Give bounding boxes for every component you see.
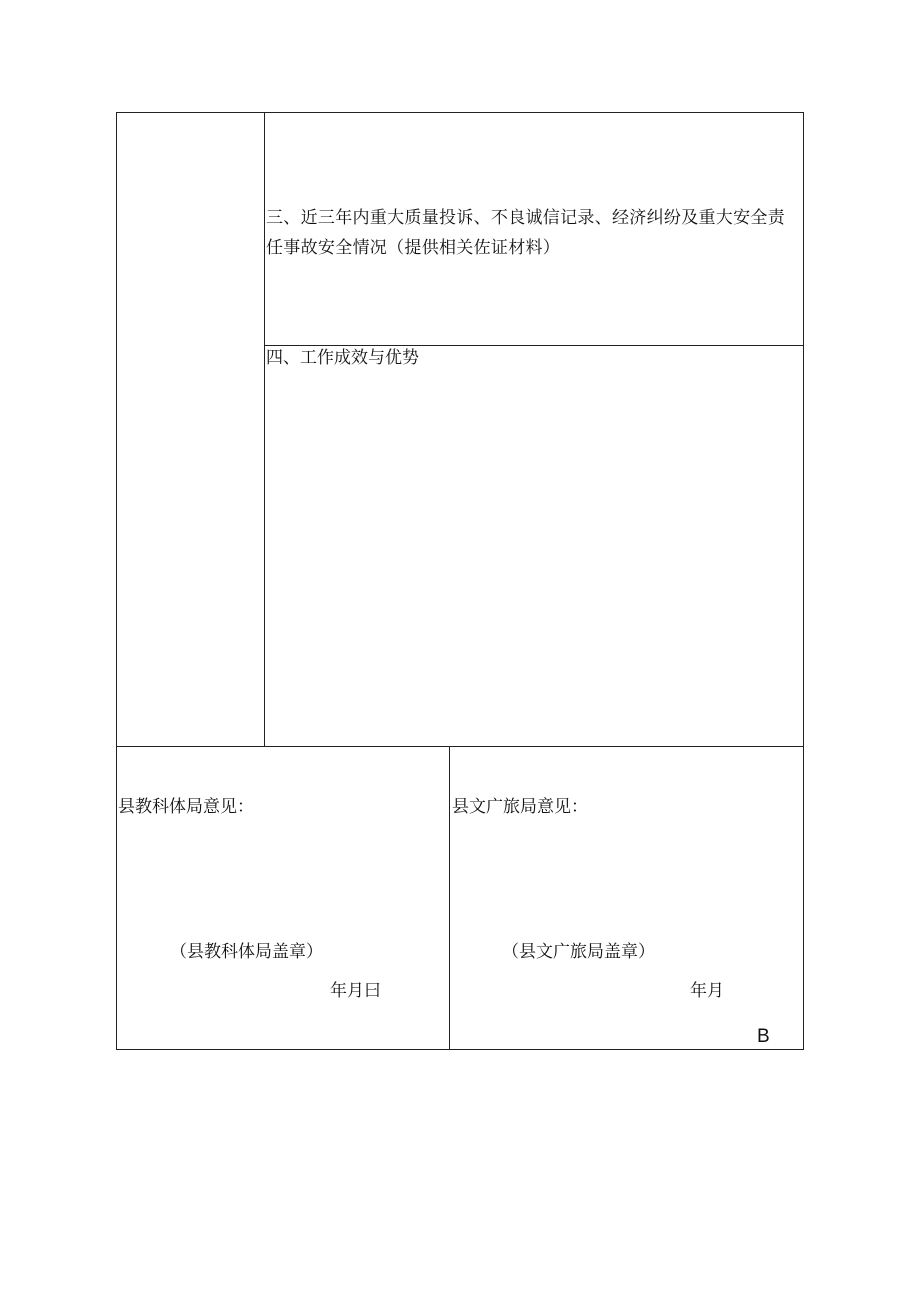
section-three-text: 三、近三年内重大质量投诉、不良诚信记录、经济纠纷及重大安全责任事故安全情况（提供相关佐证材料） bbox=[266, 208, 785, 258]
culture-bureau-opinion-label: 县文广旅局意见： bbox=[452, 797, 588, 817]
table-left-border bbox=[116, 112, 117, 1050]
upper-column-divider bbox=[264, 112, 265, 746]
education-bureau-date: 年月曰 bbox=[330, 981, 381, 1001]
opinion-column-divider bbox=[449, 746, 450, 1050]
culture-bureau-seal: （县文广旅局盖章） bbox=[502, 942, 655, 962]
table-bottom-border bbox=[116, 1049, 804, 1050]
culture-bureau-date: 年月 bbox=[690, 981, 724, 1001]
section-four-title: 四、工作成效与优势 bbox=[266, 348, 419, 368]
table-top-border bbox=[116, 112, 804, 113]
education-bureau-opinion-label: 县教科体局意见： bbox=[118, 797, 254, 817]
education-bureau-seal: （县教科体局盖章） bbox=[170, 942, 323, 962]
table-right-border bbox=[803, 112, 804, 1050]
culture-bureau-mark: B bbox=[757, 1026, 770, 1047]
opinion-row-top-border bbox=[116, 746, 804, 747]
